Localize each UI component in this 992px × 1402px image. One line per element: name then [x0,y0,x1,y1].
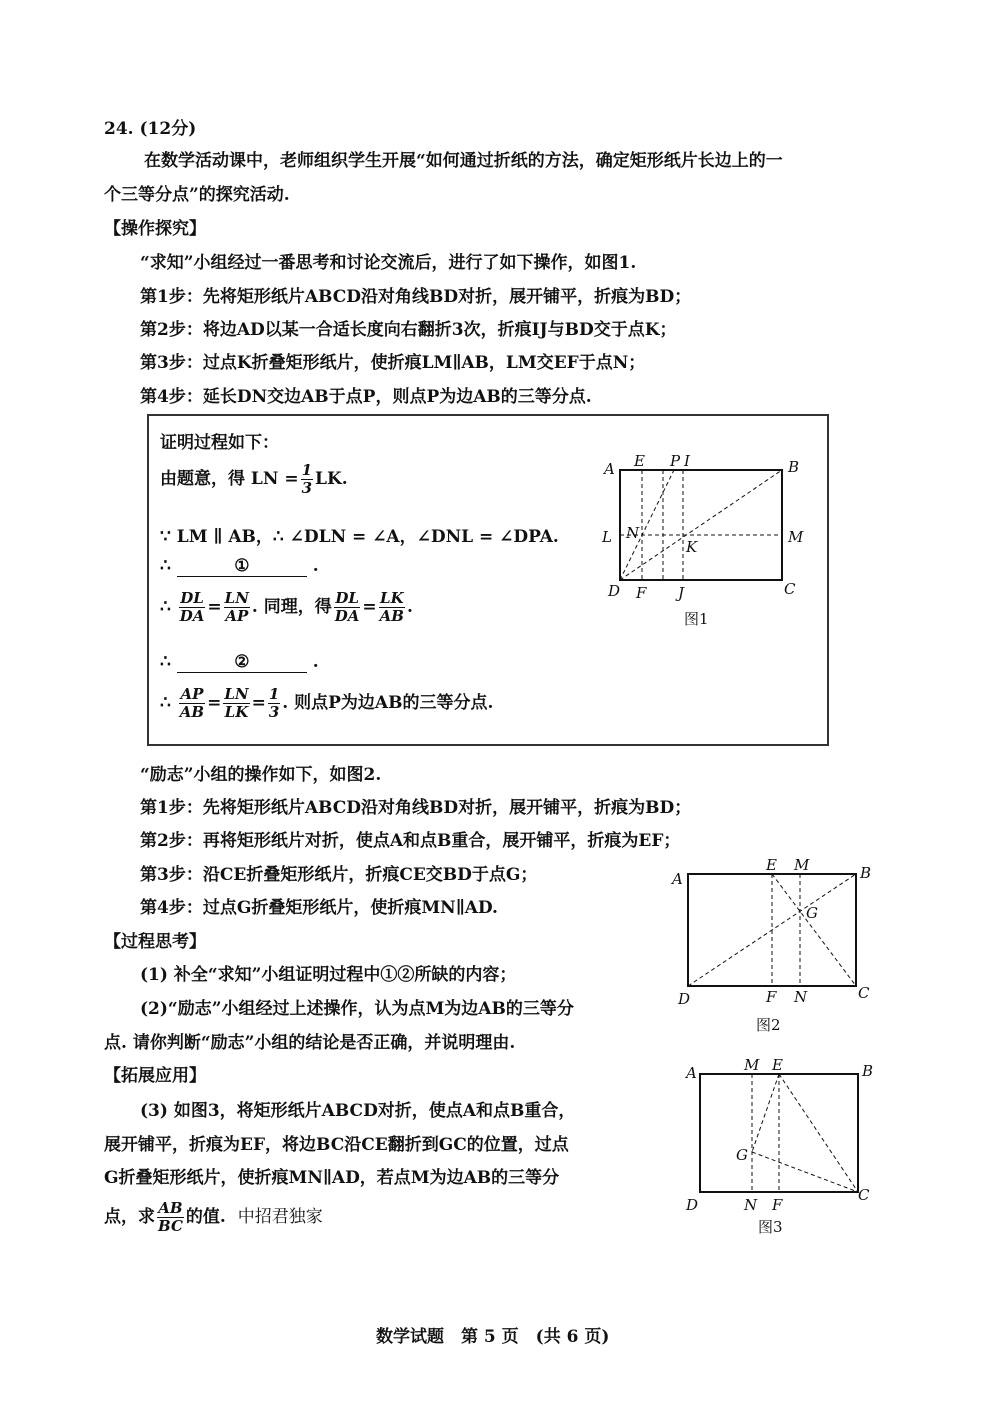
apply-q3-line-1: (3) 如图3，将矩形纸片ABCD对折，使点A和点B重合， [140,1101,576,1121]
fig3-label-d: D [686,1196,699,1214]
fig1-label-p: P [670,452,681,470]
fig2-label-a: A [672,870,683,888]
lizhi-step-1: 第1步：先将矩形纸片ABCD沿对角线BD对折，展开铺平，折痕为BD； [140,798,692,818]
figure-fold-line [752,1152,858,1192]
fig1-label-b: B [788,458,800,476]
apply-q3-line-3: G折叠矩形纸片，使折痕MN∥AD，若点M为边AB的三等分 [104,1168,560,1188]
fig1-label-j: J [678,584,685,602]
lizhi-step-2: 第2步：再将矩形纸片对折，使点A和点B重合，展开铺平，折痕为EF； [140,831,681,851]
qiuzhi-step-4: 第4步：延长DN交边AB于点P，则点P为边AB的三等分点. [140,387,592,407]
fig3-label-a: A [686,1064,697,1082]
fig1-label-c: C [784,580,796,598]
proof-line-6: ∴ $\frac{AP}{AB}$ = $\frac{LN}{LK}$ = $\frac{1}{3}$ . 则点P为边AB的三等分点. [160,685,494,721]
proof-line-2: ∵ LM ∥ AB，∴ ∠DLN = ∠A，∠DNL = ∠DPA. [160,527,559,547]
fig1-label-n: N [626,524,640,542]
fig3-label-c: C [858,1186,870,1204]
therefore-symbol: ∴ [160,556,171,576]
fig2-label-m: M [794,856,810,874]
fig3-label-g: G [736,1146,748,1164]
fig2-label-n: N [794,988,808,1006]
qiuzhi-intro: “求知”小组经过一番思考和讨论交流后，进行了如下操作，如图1. [140,253,637,273]
fig3-label-b: B [862,1062,874,1080]
fig1-label-l: L [602,528,612,546]
figure-3 [680,1052,884,1242]
proof-line-3: ∴ ① . [160,556,319,576]
proof-title: 证明过程如下： [160,433,279,453]
fig2-label-g: G [806,904,818,922]
fraction-ab-bc: $\frac{AB}{BC}$ [158,1199,183,1235]
fig1-caption: 图1 [684,610,709,628]
proof-line-1-pre: 由题意，得 LN = [160,469,299,489]
fig3-label-n: N [744,1196,758,1214]
intro-line-1: 在数学活动课中，老师组织学生开展“如何通过折纸的方法，确定矩形纸片长边上的一 [144,151,783,171]
question-header [104,114,196,139]
lizhi-intro: “励志”小组的操作如下，如图2. [140,765,382,785]
fig2-caption: 图2 [756,1016,781,1034]
section-think: 【过程思考】 [104,932,206,952]
fig1-label-e: E [634,452,645,470]
proof-line-1 [160,462,348,497]
question-points: (12分) [139,119,197,139]
qiuzhi-step-2: 第2步：将边AD以某一合适长度向右翻折3次，折痕IJ与BD交于点K； [140,320,677,340]
apply-q3-line-4: 点，求 $\frac{AB}{BC}$ 的值. 中招君独家 [104,1199,323,1235]
fig2-label-f: F [766,988,777,1006]
fraction-one-third: $\frac{1}{3}$ [301,461,313,497]
fig3-label-m: M [744,1056,760,1074]
qiuzhi-step-3: 第3步：过点K折叠矩形纸片，使折痕LM∥AB，LM交EF于点N； [140,353,646,373]
lizhi-step-4: 第4步：过点G折叠矩形纸片，使折痕MN∥AD. [140,898,498,918]
proof-line-4: ∴ $\frac{DL}{DA}$ = $\frac{LN}{AP}$ . 同理，得 $\frac{DL}{DA}$ = $\frac{LK}{AB}$ . [160,589,413,625]
section-apply: 【拓展应用】 [104,1066,206,1086]
fig1-label-a: A [604,460,615,478]
figure-fold-line [772,874,856,986]
intro-line-2: 个三等分点”的探究活动. [104,185,290,205]
fig2-label-e: E [766,856,777,874]
fig1-label-k: K [686,538,698,556]
fig1-label-i: I [684,452,690,470]
watermark-text: 中招君独家 [237,1207,323,1227]
fig2-label-d: D [678,990,691,1008]
page-footer: 数学试题 第 5 页 (共 6 页) [376,1327,610,1347]
proof-line-1-post: LK. [315,469,348,489]
think-q1: (1) 补全“求知”小组证明过程中①②所缺的内容； [140,965,517,985]
think-q2-line-2: 点. 请你判断“励志”小组的结论是否正确，并说明理由. [104,1033,516,1053]
fig1-label-m: M [788,528,804,546]
fig3-label-f: F [772,1196,783,1214]
apply-q3-line-2: 展开铺平，折痕为EF，将边BC沿CE翻折到GC的位置，过点 [104,1135,569,1155]
fig2-label-c: C [858,984,870,1002]
think-q2-line-1: (2)“励志”小组经过上述操作，认为点M为边AB的三等分 [140,999,574,1019]
figure-fold-line [779,1074,858,1192]
figure-fold-line [752,1074,779,1152]
fig1-label-d: D [608,582,621,600]
proof-line-5: ∴ ② . [160,652,319,672]
fig2-label-b: B [860,864,872,882]
figure-2 [668,852,882,1040]
fig1-label-f: F [636,584,647,602]
fig3-caption: 图3 [758,1218,783,1236]
figure-fold-line [620,470,782,580]
blank-1: ① [177,556,307,577]
fig3-label-e: E [772,1056,783,1074]
blank-2: ② [177,652,307,673]
lizhi-step-3: 第3步：沿CE折叠矩形纸片，折痕CE交BD于点G； [140,865,538,885]
section-explore: 【操作探究】 [104,219,206,239]
question-number: 24. [104,119,134,139]
figure-1 [598,448,808,634]
qiuzhi-step-1: 第1步：先将矩形纸片ABCD沿对角线BD对折，展开铺平，折痕为BD； [140,287,692,307]
